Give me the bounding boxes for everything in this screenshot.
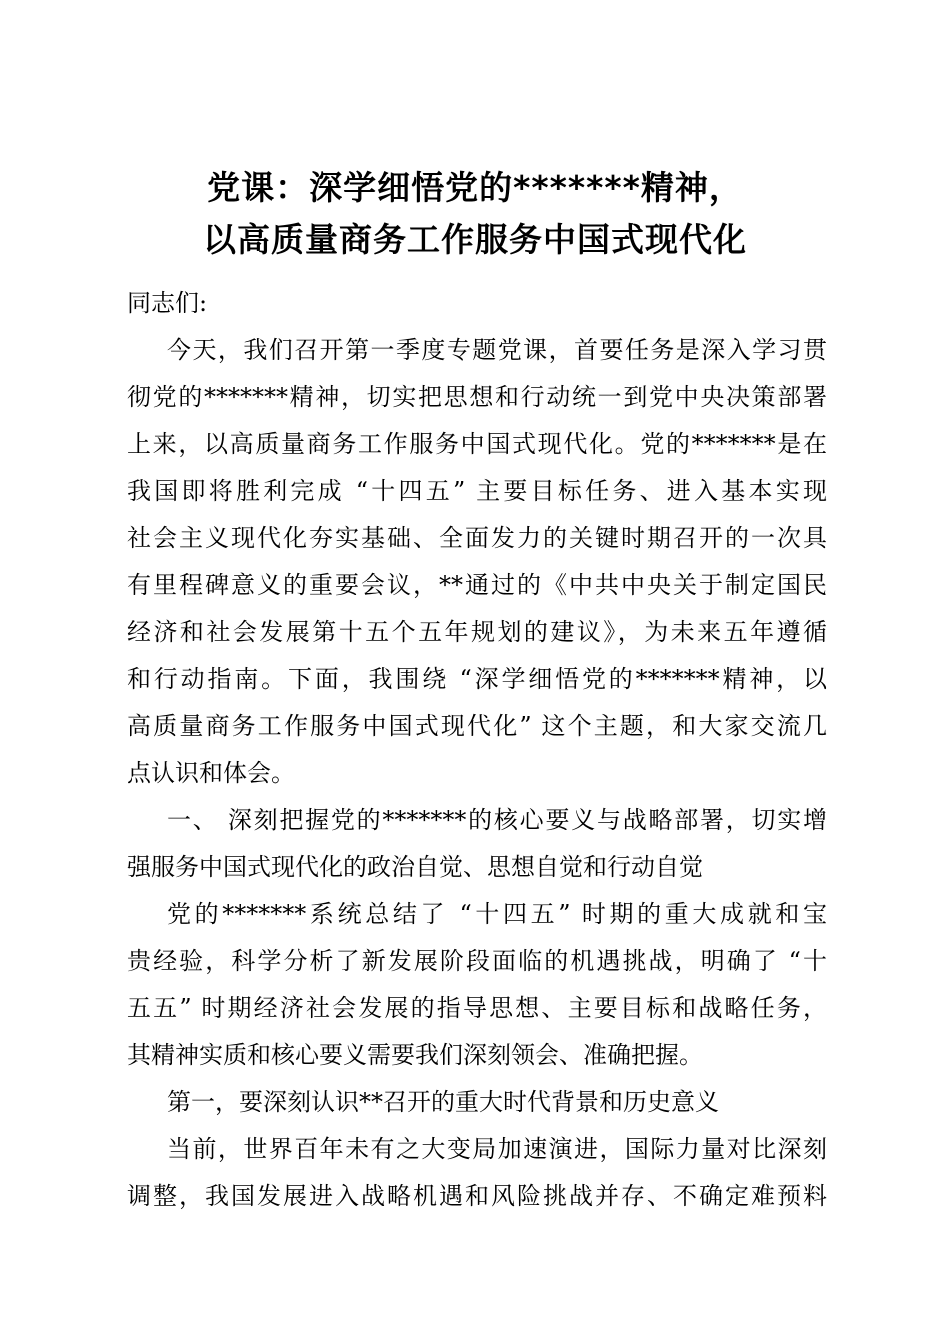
paragraph-line: 彻党的*******精神，切实把思想和行动统一到党中央决策部署 — [127, 383, 827, 411]
paragraph-line: 和行动指南。下面，我围绕 “深学细悟党的*******精神，以 — [127, 665, 827, 693]
paragraph-line: 五五” 时期经济社会发展的指导思想、主要目标和战略任务， — [127, 994, 827, 1022]
paragraph-line: 党的*******系统总结了 “十四五” 时期的重大成就和宝 — [167, 900, 827, 928]
paragraph-line: 高质量商务工作服务中国式现代化” 这个主题，和大家交流几 — [127, 712, 827, 740]
title-line-2: 以高质量商务工作服务中国式现代化 — [203, 220, 747, 259]
paragraph-line: 今天，我们召开第一季度专题党课，首要任务是深入学习贯 — [167, 336, 827, 364]
document-title — [0, 162, 950, 266]
subheading-line: 第一，要深刻认识**召开的重大时代背景和历史意义 — [167, 1088, 719, 1116]
document-body — [127, 280, 827, 1220]
section-heading-line: 一、 深刻把握党的*******的核心要义与战略部署，切实增 — [167, 806, 827, 834]
paragraph-line: 上来，以高质量商务工作服务中国式现代化。党的*******是在 — [127, 430, 827, 458]
paragraph-line: 我国即将胜利完成 “十四五” 主要目标任务、进入基本实现 — [127, 477, 827, 505]
paragraph-line: 调整，我国发展进入战略机遇和风险挑战并存、不确定难预料 — [127, 1182, 827, 1210]
paragraph-line: 经济和社会发展第十五个五年规划的建议》，为未来五年遵循 — [127, 618, 827, 646]
salutation: 同志们: — [127, 289, 208, 317]
paragraph-line: 贵经验，科学分析了新发展阶段面临的机遇挑战，明确了 “十 — [127, 947, 827, 975]
paragraph-line: 其精神实质和核心要义需要我们深刻领会、准确把握。 — [127, 1041, 703, 1069]
paragraph-line: 点认识和体会。 — [127, 759, 295, 787]
section-heading-line: 强服务中国式现代化的政治自觉、思想自觉和行动自觉 — [127, 853, 703, 881]
paragraph-line: 当前，世界百年未有之大变局加速演进，国际力量对比深刻 — [167, 1135, 827, 1163]
title-line-1: 党课：深学细悟党的*******精神， — [207, 168, 743, 207]
paragraph-line: 社会主义现代化夯实基础、全面发力的关键时期召开的一次具 — [127, 524, 827, 552]
paragraph-line: 有里程碑意义的重要会议，**通过的《中共中央关于制定国民 — [127, 571, 827, 599]
